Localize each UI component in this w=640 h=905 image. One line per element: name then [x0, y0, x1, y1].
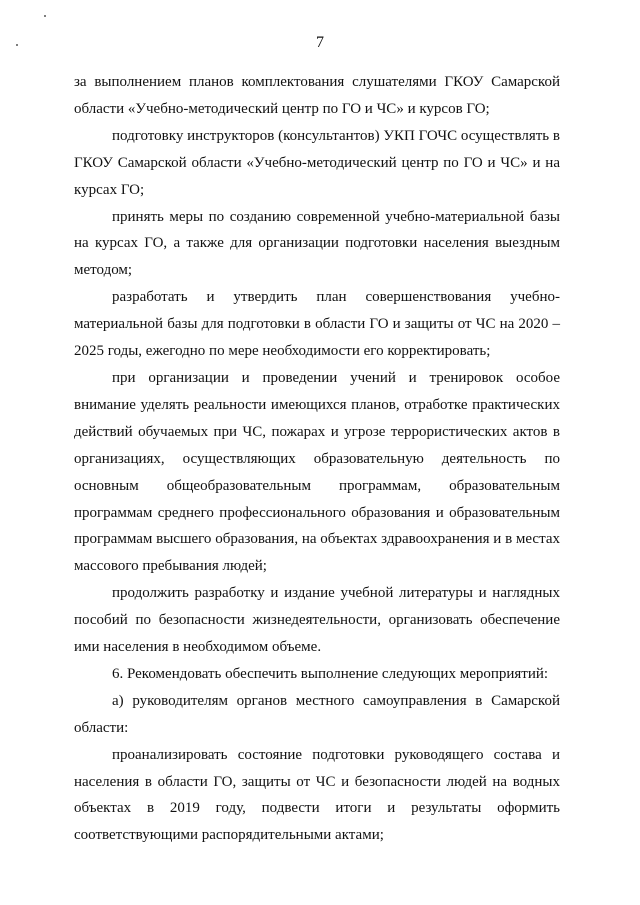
paragraph: при организации и проведении учений и тренировок особое внимание уделять реальности имеющихся планов, отработке практических действий обучаемых при ЧС, пожарах и угрозе террористических актов в организациях, осуществляющих образовательную деятельность по основным общеобразовательным программам, образовательным программам среднего профессионального образования и образовательным программам высшего образования, на объектах здравоохранения и в местах массового пребывания людей;	[74, 369, 560, 575]
paragraph: подготовку инструкторов (консультантов) УКП ГОЧС осуществлять в ГКОУ Самарской области «Учебно-методический центр по ГО и ЧС» и на курсах ГО;	[74, 127, 560, 198]
scan-speck	[44, 15, 46, 17]
paragraph: разработать и утвердить план совершенствования учебно-материальной базы для подготовки в области ГО и защиты от ЧС на 2020 – 2025 годы, ежегодно по мере необходимости его корректировать;	[74, 289, 560, 360]
subsection-heading: а) руководителям органов местного самоуправления в Самарской области:	[74, 692, 560, 736]
page-number: 7	[316, 34, 324, 51]
section-heading: 6. Рекомендовать обеспечить выполнение следующих мероприятий:	[112, 665, 549, 682]
paragraph: продолжить разработку и издание учебной литературы и наглядных пособий по безопасности жизнедеятельности, организовать обеспечение ими населения в необходимом объеме.	[74, 585, 560, 656]
paragraph: принять меры по созданию современной учебно-материальной базы на курсах ГО, а также для организации подготовки населения выездным методом;	[74, 208, 560, 279]
paragraph: проанализировать состояние подготовки руководящего состава и населения в области ГО, защиты от ЧС и безопасности людей на водных объектах в 2019 году, подвести итоги и результаты оформить соответствующими распорядительными актами;	[74, 746, 560, 844]
document-body	[74, 69, 560, 849]
paragraph-continuation: за выполнением планов комплектования слушателями ГКОУ Самарской области «Учебно-методический центр по ГО и ЧС» и курсов ГО;	[74, 74, 560, 117]
